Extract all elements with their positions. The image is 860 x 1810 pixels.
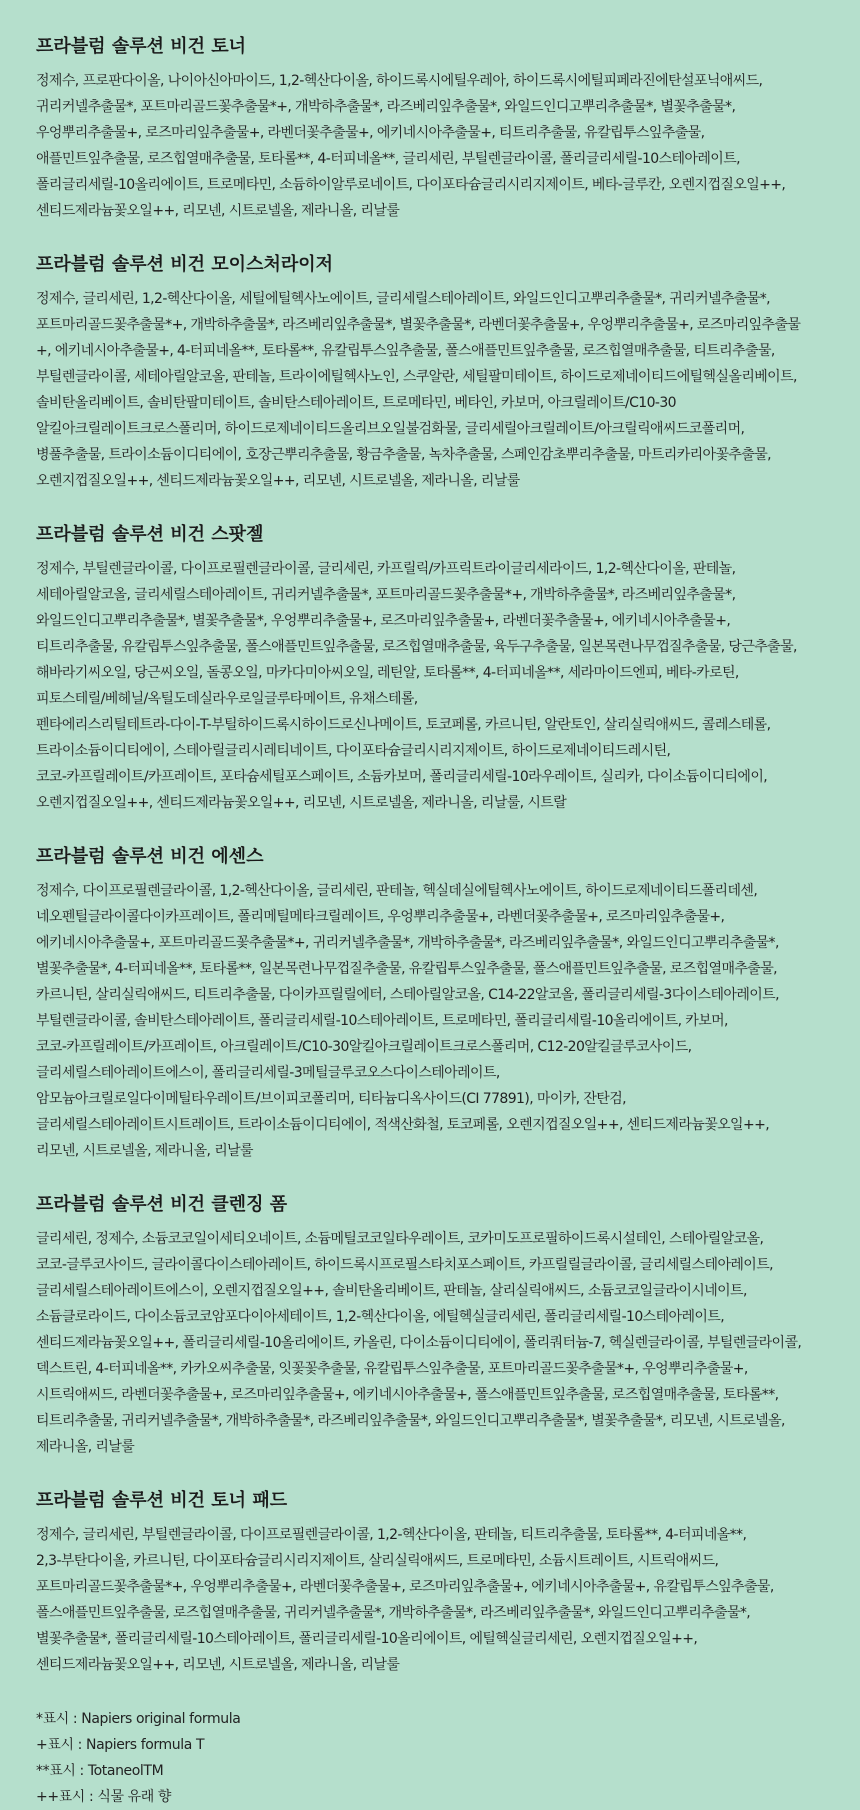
ingredient-list bbox=[36, 1226, 830, 1460]
ingredient-line: 소듐클로라이드, 다이소듐코코암포다이아세테이트, 1,2-헥산다이올, 에틸헥실글리세린, 폴리글리세릴-10스테아레이트, bbox=[36, 1309, 725, 1325]
product-title: 프라블럼 솔루션 비건 에센스 bbox=[36, 846, 264, 867]
ingredient-line: 피토스테릴/베헤닐/옥틸도데실라우로일글루타메이트, 유채스테롤, bbox=[36, 691, 418, 707]
product-title: 프라블럼 솔루션 비건 토너 bbox=[36, 36, 247, 57]
product-section-cleansing-foam bbox=[36, 1192, 830, 1460]
product-section-spot-gel bbox=[36, 522, 830, 816]
product-title: 프라블럼 솔루션 비건 모이스처라이저 bbox=[36, 254, 334, 275]
ingredient-line: 글리세린, 정제수, 소듐코코일이세티오네이트, 소듐메틸코코일타우레이트, 코카미도프로필하이드록시설테인, 스테아릴알코올, bbox=[36, 1231, 764, 1247]
ingredient-list bbox=[36, 68, 830, 224]
ingredient-line: 제라니올, 리날룰 bbox=[36, 1439, 135, 1455]
ingredient-line: 암모늄아크릴로일다이메틸타우레이트/브이피코폴리머, 티타늄디옥사이드(CI 77891), 마이카, 잔탄검, bbox=[36, 1091, 626, 1107]
ingredient-list bbox=[36, 1522, 830, 1678]
ingredient-line: 정제수, 부틸렌글라이콜, 다이프로필렌글라이콜, 글리세린, 카프릴릭/카프릭트라이글리세라이드, 1,2-헥산다이올, 판테놀, bbox=[36, 561, 736, 577]
product-title: 프라블럼 솔루션 비건 토너 패드 bbox=[36, 1490, 288, 1511]
ingredient-line: 정제수, 프로판다이올, 나이아신아마이드, 1,2-헥산다이올, 하이드록시에틸우레아, 하이드록시에틸피페라진에탄설포닉애씨드, bbox=[36, 73, 763, 89]
ingredient-line: 오렌지껍질오일++, 센티드제라늄꽃오일++, 리모넨, 시트로넬올, 제라니올, 리날룰, 시트랄 bbox=[36, 795, 567, 811]
ingredient-line: 오렌지껍질오일++, 센티드제라늄꽃오일++, 리모넨, 시트로넬올, 제라니올, 리날룰 bbox=[36, 473, 520, 489]
ingredient-line: 정제수, 글리세린, 부틸렌글라이콜, 다이프로필렌글라이콜, 1,2-헥산다이올, 판테놀, 티트리추출물, 토타롤**, 4-터피네올**, bbox=[36, 1527, 747, 1543]
ingredient-line: 시트릭애씨드, 라벤더꽃추출물+, 로즈마리잎추출물+, 에키네시아추출물+, 폴스애플민트잎추출물, 로즈힙열매추출물, 토타롤**, bbox=[36, 1387, 779, 1403]
ingredient-line: 해바라기씨오일, 당근씨오일, 돌콩오일, 마카다미아씨오일, 레틴알, 토타롤**, 4-터피네올**, 세라마이드엔피, 베타-카로틴, bbox=[36, 665, 739, 681]
ingredient-line: 별꽃추출물*, 4-터피네올**, 토타롤**, 일본목련나무껍질추출물, 유칼립투스잎추출물, 폴스애플민트잎추출물, 로즈힙열매추출물, bbox=[36, 961, 778, 977]
product-section-toner bbox=[36, 34, 830, 224]
product-title: 프라블럼 솔루션 비건 스팟젤 bbox=[36, 524, 264, 545]
ingredient-line: 포트마리골드꽃추출물*+, 개박하추출물*, 라즈베리잎추출물*, 별꽃추출물*, 라벤더꽃추출물+, 우엉뿌리추출물+, 로즈마리잎추출물 bbox=[36, 317, 801, 333]
ingredient-line: 우엉뿌리추출물+, 로즈마리잎추출물+, 라벤더꽃추출물+, 에키네시아추출물+, 티트리추출물, 유칼립투스잎추출물, bbox=[36, 125, 705, 141]
legend bbox=[36, 1706, 830, 1810]
ingredient-line: 센티드제라늄꽃오일++, 폴리글리세릴-10올리에이트, 카올린, 다이소듐이디티에이, 폴리쿼터늄-7, 헥실렌글라이콜, 부틸렌글라이콜, bbox=[36, 1335, 802, 1351]
ingredient-line: 2,3-부탄다이올, 카르니틴, 다이포타슘글리시리지제이트, 살리실릭애씨드, 트로메타민, 소듐시트레이트, 시트릭애씨드, bbox=[36, 1553, 719, 1569]
ingredient-line: 폴리글리세릴-10올리에이트, 트로메타민, 소듐하이알루로네이트, 다이포타슘글리시리지제이트, 베타-글루칸, 오렌지껍질오일++, bbox=[36, 177, 786, 193]
ingredient-line: 부틸렌글라이콜, 세테아릴알코올, 판테놀, 트라이에틸헥사노인, 스쿠알란, 세틸팔미테이트, 하이드로제네이티드에틸헥실올리베이트, bbox=[36, 369, 797, 385]
ingredient-line: 정제수, 다이프로필렌글라이콜, 1,2-헥산다이올, 글리세린, 판테놀, 헥실데실에틸헥사노에이트, 하이드로제네이티드폴리데센, bbox=[36, 883, 758, 899]
ingredient-line: 글리세릴스테아레이트시트레이트, 트라이소듐이디티에이, 적색산화철, 토코페롤, 오렌지껍질오일++, 센티드제라늄꽃오일++, bbox=[36, 1117, 770, 1133]
ingredient-line: 와일드인디고뿌리추출물*, 별꽃추출물*, 우엉뿌리추출물+, 로즈마리잎추출물+, 라벤더꽃추출물+, 에키네시아추출물+, bbox=[36, 613, 731, 629]
ingredient-line: 정제수, 글리세린, 1,2-헥산다이올, 세틸에틸헥사노에이트, 글리세릴스테아레이트, 와일드인디고뿌리추출물*, 귀리커넬추출물*, bbox=[36, 291, 770, 307]
product-section-essence bbox=[36, 844, 830, 1164]
ingredient-line: 티트리추출물, 유칼립투스잎추출물, 폴스애플민트잎추출물, 로즈힙열매추출물, 육두구추출물, 일본목련나무껍질추출물, 당근추출물, bbox=[36, 639, 797, 655]
ingredient-line: 알킬아크릴레이트크로스폴리머, 하이드로제네이티드올리브오일불검화물, 글리세릴아크릴레이트/아크릴릭애씨드코폴리머, bbox=[36, 421, 745, 437]
product-title: 프라블럼 솔루션 비건 클렌징 폼 bbox=[36, 1194, 288, 1215]
ingredient-line: 병풀추출물, 트라이소듐이디티에이, 호장근뿌리추출물, 황금추출물, 녹차추출물, 스페인감초뿌리추출물, 마트리카리아꽃추출물, bbox=[36, 447, 772, 463]
legend-item: +표시 : Napiers formula T bbox=[36, 1737, 205, 1753]
legend-item: *표시 : Napiers original formula bbox=[36, 1711, 241, 1727]
product-section-toner-pad bbox=[36, 1488, 830, 1678]
ingredient-line: 센티드제라늄꽃오일++, 리모넨, 시트로넬올, 제라니올, 리날룰 bbox=[36, 1657, 400, 1673]
ingredient-line: 코코-카프릴레이트/카프레이트, 아크릴레이트/C10-30알킬아크릴레이트크로스폴리머, C12-20알킬글루코사이드, bbox=[36, 1039, 692, 1055]
ingredient-line: 코코-카프릴레이트/카프레이트, 포타슘세틸포스페이트, 소듐카보머, 폴리글리세릴-10라우레이트, 실리카, 다이소듐이디티에이, bbox=[36, 769, 768, 785]
ingredient-line: 별꽃추출물*, 폴리글리세릴-10스테아레이트, 폴리글리세릴-10올리에이트, 에틸헥실글리세린, 오렌지껍질오일++, bbox=[36, 1631, 698, 1647]
ingredient-line: 글리세릴스테아레이트에스이, 폴리글리세릴-3메틸글루코오스다이스테아레이트, bbox=[36, 1065, 500, 1081]
sections-container bbox=[36, 34, 830, 1678]
ingredient-line: 리모넨, 시트로넬올, 제라니올, 리날룰 bbox=[36, 1143, 253, 1159]
ingredient-list bbox=[36, 286, 830, 494]
ingredient-line: 펜타에리스리틸테트라-다이-T-부틸하이드록시하이드로신나메이트, 토코페롤, 카르니틴, 알란토인, 살리실릭애씨드, 콜레스테롤, bbox=[36, 717, 771, 733]
ingredient-line: 코코-글루코사이드, 글라이콜다이스테아레이트, 하이드록시프로필스타치포스페이트, 카프릴릴글라이콜, 글리세릴스테아레이트, bbox=[36, 1257, 773, 1273]
ingredient-line: 귀리커넬추출물*, 포트마리골드꽃추출물*+, 개박하추출물*, 라즈베리잎추출물*, 와일드인디고뿌리추출물*, 별꽃추출물*, bbox=[36, 99, 736, 115]
ingredient-line: +, 에키네시아추출물+, 4-터피네올**, 토타롤**, 유칼립투스잎추출물, 폴스애플민트잎추출물, 로즈힙열매추출물, 티트리추출물, bbox=[36, 343, 775, 359]
ingredient-line: 포트마리골드꽃추출물*+, 우엉뿌리추출물+, 라벤더꽃추출물+, 로즈마리잎추출물+, 에키네시아추출물+, 유칼립투스잎추출물, bbox=[36, 1579, 774, 1595]
ingredient-line: 네오펜틸글라이콜다이카프레이트, 폴리메틸메타크릴레이트, 우엉뿌리추출물+, 라벤더꽃추출물+, 로즈마리잎추출물+, bbox=[36, 909, 725, 925]
ingredient-line: 티트리추출물, 귀리커넬추출물*, 개박하추출물*, 라즈베리잎추출물*, 와일드인디고뿌리추출물*, 별꽃추출물*, 리모넨, 시트로넬올, bbox=[36, 1413, 785, 1429]
ingredient-line: 에키네시아추출물+, 포트마리골드꽃추출물*+, 귀리커넬추출물*, 개박하추출물*, 라즈베리잎추출물*, 와일드인디고뿌리추출물*, bbox=[36, 935, 779, 951]
legend-item: **표시 : TotaneolTM bbox=[36, 1763, 164, 1779]
product-section-moisturizer bbox=[36, 252, 830, 494]
ingredient-line: 글리세릴스테아레이트에스이, 오렌지껍질오일++, 솔비탄올리베이트, 판테놀, 살리실릭애씨드, 소듐코코일글라이시네이트, bbox=[36, 1283, 747, 1299]
ingredient-line: 트라이소듐이디티에이, 스테아릴글리시레티네이트, 다이포타슘글리시리지제이트, 하이드로제네이티드레시틴, bbox=[36, 743, 671, 759]
legend-item: ++표시 : 식물 유래 향 bbox=[36, 1789, 172, 1805]
ingredient-line: 카르니틴, 살리실릭애씨드, 티트리추출물, 다이카프릴릴에터, 스테아릴알코올, C14-22알코올, 폴리글리세릴-3다이스테아레이트, bbox=[36, 987, 779, 1003]
ingredient-line: 솔비탄올리베이트, 솔비탄팔미테이트, 솔비탄스테아레이트, 트로메타민, 베타인, 카보머, 아크릴레이트/C10-30 bbox=[36, 395, 676, 411]
ingredient-line: 덱스트린, 4-터피네올**, 카카오씨추출물, 잇꽃꽃추출물, 유칼립투스잎추출물, 포트마리골드꽃추출물*+, 우엉뿌리추출물+, bbox=[36, 1361, 748, 1377]
ingredient-list bbox=[36, 878, 830, 1164]
ingredient-line: 애플민트잎추출물, 로즈힙열매추출물, 토타롤**, 4-터피네올**, 글리세린, 부틸렌글라이콜, 폴리글리세릴-10스테아레이트, bbox=[36, 151, 740, 167]
ingredient-line: 센티드제라늄꽃오일++, 리모넨, 시트로넬올, 제라니올, 리날룰 bbox=[36, 203, 400, 219]
ingredient-line: 부틸렌글라이콜, 솔비탄스테아레이트, 폴리글리세릴-10스테아레이트, 트로메타민, 폴리글리세릴-10올리에이트, 카보머, bbox=[36, 1013, 728, 1029]
ingredient-line: 폴스애플민트잎추출물, 로즈힙열매추출물, 귀리커넬추출물*, 개박하추출물*, 라즈베리잎추출물*, 와일드인디고뿌리추출물*, bbox=[36, 1605, 751, 1621]
ingredient-list bbox=[36, 556, 830, 816]
ingredient-line: 세테아릴알코올, 글리세릴스테아레이트, 귀리커넬추출물*, 포트마리골드꽃추출물*+, 개박하추출물*, 라즈베리잎추출물*, bbox=[36, 587, 736, 603]
